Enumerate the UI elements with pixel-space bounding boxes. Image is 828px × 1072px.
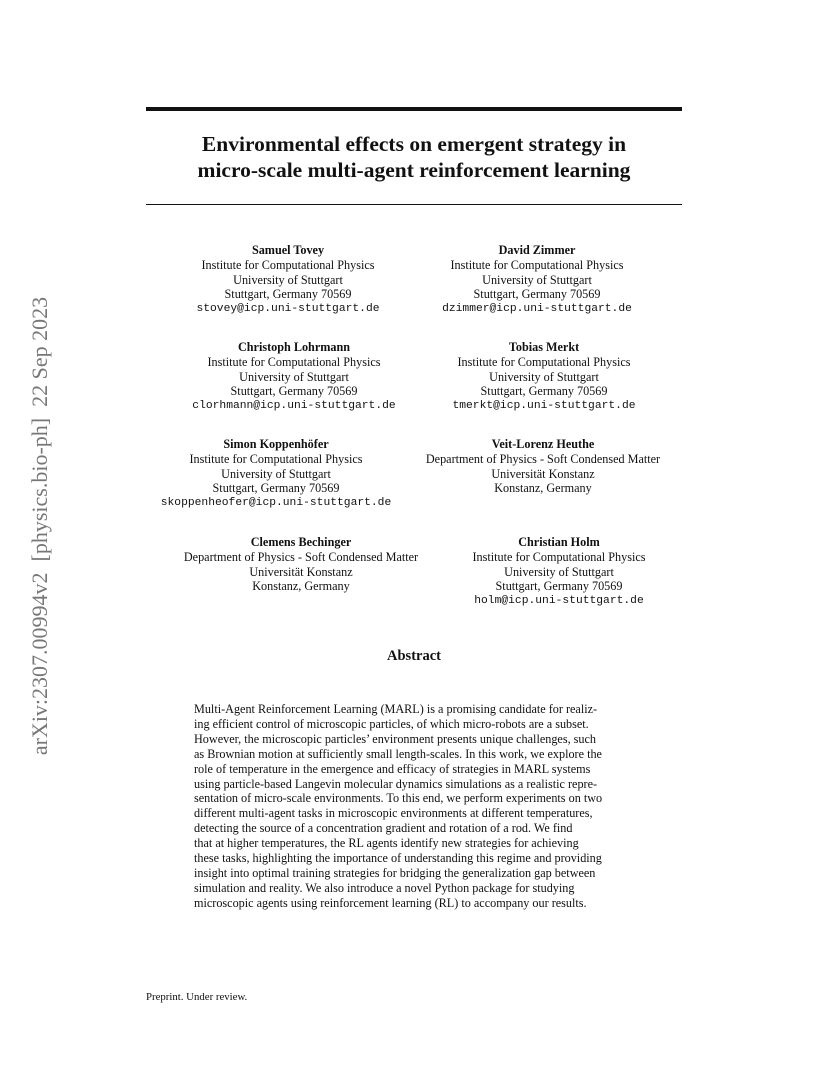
title-top-rule bbox=[146, 107, 682, 111]
abstract-line: insight into optimal training strategies for bridging the generalization gap between bbox=[194, 865, 596, 880]
abstract-line: detecting the source of a concentration gradient and rotation of a rod. We find bbox=[194, 821, 573, 836]
abstract-line: these tasks, highlighting the importance of understanding this regime and providing bbox=[194, 851, 602, 866]
author-name: Christoph Lohrmann bbox=[237, 340, 351, 354]
abstract-line: sentation of micro-scale environments. To this end, we perform experiments on two bbox=[194, 791, 603, 806]
author-affiliation: Institute for Computational Physics bbox=[201, 257, 375, 272]
author-affiliation: University of Stuttgart bbox=[233, 272, 343, 287]
author-affiliation: University of Stuttgart bbox=[504, 564, 614, 579]
author-affiliation: Institute for Computational Physics bbox=[457, 354, 631, 369]
title-line-1: Environmental effects on emergent strategy in bbox=[201, 132, 627, 156]
abstract-line: However, the microscopic particles’ environment presents unique challenges, such bbox=[194, 731, 597, 746]
author-name: Samuel Tovey bbox=[251, 243, 325, 257]
title-line-2: micro-scale multi-agent reinforcement learning bbox=[197, 158, 631, 182]
author-name: Christian Holm bbox=[518, 535, 600, 549]
author-email[interactable]: stovey@icp.uni-stuttgart.de bbox=[196, 303, 380, 316]
author-affiliation: Institute for Computational Physics bbox=[472, 549, 646, 564]
abstract-line: different multi-agent tasks in microscopic environments at different temperatures, bbox=[194, 806, 593, 821]
author-affiliation: Department of Physics - Soft Condensed Matter bbox=[183, 549, 419, 564]
author-affiliation: Konstanz, Germany bbox=[252, 579, 350, 594]
author-affiliation: Stuttgart, Germany 70569 bbox=[224, 287, 352, 302]
author-block-2 bbox=[399, 243, 675, 317]
author-name: Veit-Lorenz Heuthe bbox=[491, 437, 595, 451]
author-affiliation: Universität Konstanz bbox=[249, 564, 353, 579]
abstract-line: ing efficient control of microscopic particles, of which micro-robots are a subset. bbox=[194, 716, 589, 731]
paper-title bbox=[146, 131, 682, 183]
abstract-line: that at higher temperatures, the RL agents identify new strategies for achieving bbox=[194, 836, 579, 851]
author-block-4 bbox=[406, 340, 682, 414]
author-block-6 bbox=[405, 437, 681, 496]
author-block-5 bbox=[138, 437, 414, 511]
author-affiliation: Stuttgart, Germany 70569 bbox=[212, 481, 340, 496]
author-name: Simon Koppenhöfer bbox=[223, 437, 329, 451]
preprint-footnote: Preprint. Under review. bbox=[146, 991, 248, 1003]
abstract-line: using particle-based Langevin molecular dynamics simulations as a realistic repre- bbox=[194, 776, 598, 791]
author-name: Tobias Merkt bbox=[508, 340, 580, 354]
arxiv-identifier-sidebar: arXiv:2307.00994v2 [physics.bio-ph] 22 Sep 2023 bbox=[27, 296, 52, 756]
author-affiliation: University of Stuttgart bbox=[239, 369, 349, 384]
author-affiliation: Stuttgart, Germany 70569 bbox=[495, 579, 623, 594]
title-bottom-rule bbox=[146, 204, 682, 205]
abstract-line: Multi-Agent Reinforcement Learning (MARL) is a promising candidate for realiz- bbox=[194, 702, 598, 716]
author-block-1 bbox=[150, 243, 426, 317]
author-affiliation: University of Stuttgart bbox=[482, 272, 592, 287]
author-affiliation: Institute for Computational Physics bbox=[207, 354, 381, 369]
author-affiliation: Stuttgart, Germany 70569 bbox=[473, 287, 601, 302]
abstract-line: as Brownian motion at sufficiently small length-scales. In this work, we explore the bbox=[194, 746, 602, 761]
author-affiliation: Department of Physics - Soft Condensed Matter bbox=[425, 451, 661, 466]
author-affiliation: Stuttgart, Germany 70569 bbox=[480, 384, 608, 399]
author-affiliation: University of Stuttgart bbox=[489, 369, 599, 384]
author-email[interactable]: clorhmann@icp.uni-stuttgart.de bbox=[192, 400, 396, 413]
author-block-7 bbox=[163, 535, 439, 594]
author-email[interactable]: tmerkt@icp.uni-stuttgart.de bbox=[452, 400, 636, 413]
author-name: Clemens Bechinger bbox=[250, 535, 352, 549]
abstract-heading: Abstract bbox=[387, 648, 441, 664]
author-affiliation: Universität Konstanz bbox=[491, 466, 595, 481]
author-affiliation: University of Stuttgart bbox=[221, 466, 331, 481]
abstract-body bbox=[194, 702, 634, 911]
author-name: David Zimmer bbox=[498, 243, 576, 257]
author-affiliation: Institute for Computational Physics bbox=[189, 451, 363, 466]
author-affiliation: Konstanz, Germany bbox=[494, 481, 592, 496]
author-email[interactable]: dzimmer@icp.uni-stuttgart.de bbox=[442, 303, 632, 316]
author-affiliation: Stuttgart, Germany 70569 bbox=[230, 384, 358, 399]
author-block-8 bbox=[421, 535, 697, 609]
abstract-line: microscopic agents using reinforcement learning (RL) to accompany our results. bbox=[194, 895, 587, 910]
abstract-line: simulation and reality. We also introduce a novel Python package for studying bbox=[194, 880, 575, 895]
abstract-line: role of temperature in the emergence and efficacy of strategies in MARL systems bbox=[194, 761, 591, 776]
author-affiliation: Institute for Computational Physics bbox=[450, 257, 624, 272]
author-block-3 bbox=[156, 340, 432, 414]
author-email[interactable]: skoppenheofer@icp.uni-stuttgart.de bbox=[160, 497, 392, 510]
author-email[interactable]: holm@icp.uni-stuttgart.de bbox=[474, 595, 644, 608]
